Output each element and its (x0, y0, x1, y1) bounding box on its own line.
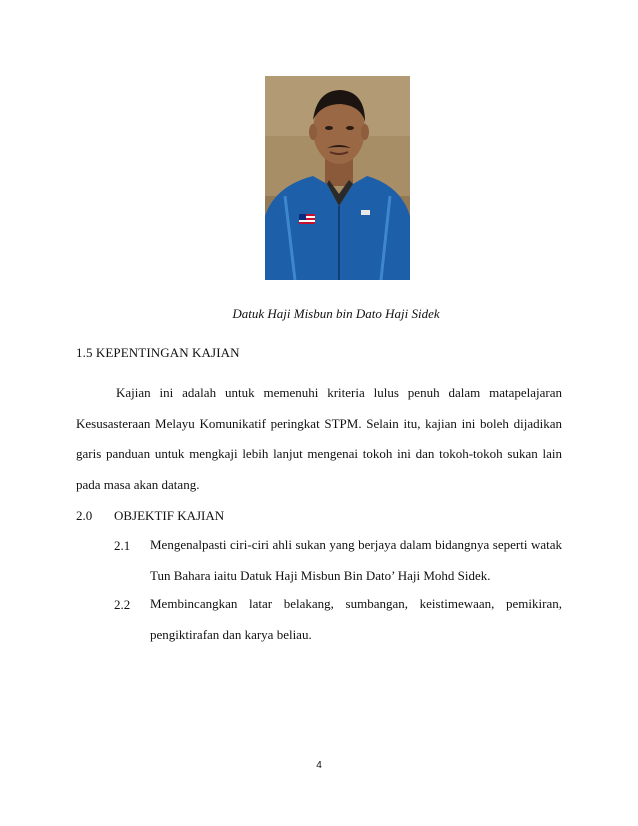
portrait-image (265, 76, 410, 280)
photo-caption: Datuk Haji Misbun bin Dato Haji Sidek (232, 306, 440, 321)
portrait-photo (265, 76, 410, 280)
objective-number: 2.1 (114, 538, 131, 553)
objective-text: Mengenalpasti ciri-ciri ahli sukan yang berjaya dalam bidangnya seperti watak Tun Bahara iaitu Datuk Haji Misbun Bin Dato’ Haji Mohd Sidek. (150, 537, 562, 583)
objective-number: 2.2 (114, 597, 131, 612)
section-number-objektif: 2.0 (76, 508, 93, 523)
objective-text: Membincangkan latar belakang, sumbangan, keistimewaan, pemikiran, pengiktirafan dan karya beliau. (150, 596, 562, 642)
page-number: 4 (316, 760, 322, 771)
paragraph-text: Kajian ini adalah untuk memenuhi kriteria lulus penuh dalam matapelajaran Kesusasteraan Melayu Komunikatif peringkat STPM. Selain itu, kajian ini boleh dijadikan garis panduan untuk mengkaji lebih lanjut mengenai tokoh ini dan tokoh-tokoh sukan lain pada masa akan datang. (76, 385, 562, 492)
section-heading-objektif: OBJEKTIF KAJIAN (114, 508, 225, 523)
section-paragraph-kepentingan (76, 378, 562, 500)
section-heading-kepentingan: 1.5 KEPENTINGAN KAJIAN (76, 345, 240, 360)
